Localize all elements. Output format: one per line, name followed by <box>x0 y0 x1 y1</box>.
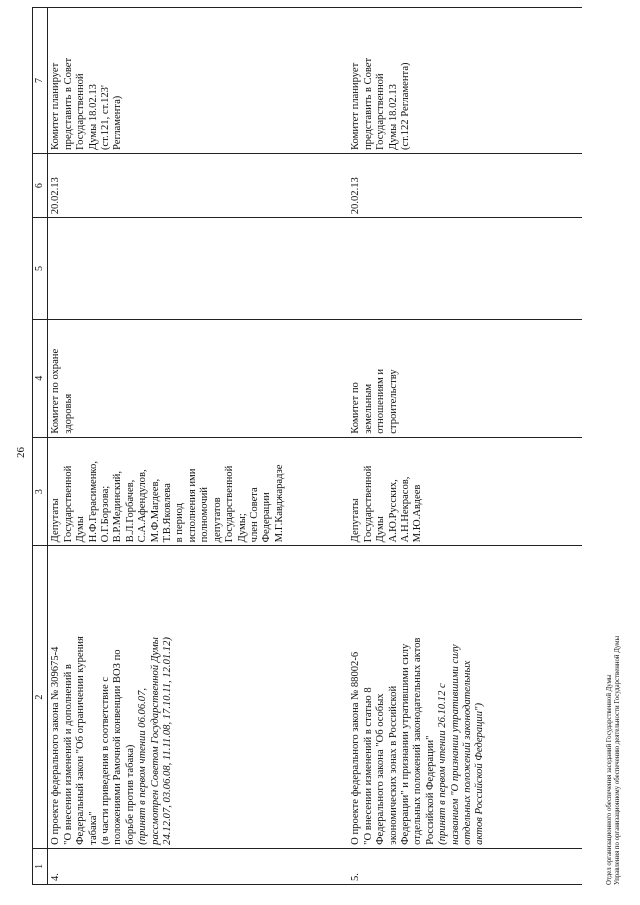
initiator-line: Т.В.Яковлева <box>162 483 174 543</box>
bill-title-line: "О внесении изменений в статью 8 <box>362 687 374 845</box>
initiator-line: А.Н.Некрасов, <box>400 476 412 543</box>
column-number: 2 <box>33 546 48 848</box>
page-footer <box>606 636 622 885</box>
column-number: 4 <box>33 319 48 437</box>
bills-table <box>32 7 582 885</box>
initiator-line: Думы <box>375 516 387 543</box>
column-number: 5 <box>33 218 48 320</box>
bill-title-line: О проекте федерального закона № 88002-6 <box>350 651 362 845</box>
initiator-line: полномочий <box>199 487 211 543</box>
bill-title-line: табака" <box>87 811 99 845</box>
note-cell <box>332 8 582 154</box>
initiator-line: Государственной <box>224 465 236 543</box>
initiator-line: В.Л.Горбачев, <box>124 479 136 543</box>
column-5-cell <box>332 218 582 320</box>
note-line: Комитет планирует <box>50 62 62 151</box>
note-line: Комитет планирует <box>350 62 362 151</box>
initiator-line: депутатов <box>211 497 223 543</box>
committee-line: строительству <box>387 369 399 434</box>
note-line: Государственной <box>375 73 387 151</box>
initiator-line: Думы; <box>236 513 248 543</box>
bill-title-line: О проекте федерального закона № 309675-4 <box>50 646 62 845</box>
committee-line: Комитет по охране <box>50 348 62 434</box>
bill-status-line: названием "О признании утратившими силу <box>449 644 461 845</box>
bill-status-line: (принят в первом чтении 26.10.12 с <box>437 683 449 845</box>
bill-title-line: Федерального закона "Об особых <box>375 693 387 845</box>
table-row <box>332 8 582 885</box>
initiator-line: С.А.Афендулов, <box>137 469 149 543</box>
bill-status-line: отдельных положений законодательных <box>462 660 474 845</box>
note-line: Думы 18.02.13 <box>387 84 399 151</box>
committee-line: отношениям и <box>375 368 387 434</box>
note-line: Регламента) <box>112 95 124 151</box>
column-number: 6 <box>33 154 48 218</box>
bill-title-line: Федеральный закон "Об ограничении курения <box>75 636 87 845</box>
bill-title-line: положениями Рамочной конвенции ВОЗ по <box>112 649 124 845</box>
bill-title-line: борьбе против табака) <box>124 744 136 845</box>
initiator-line: Думы <box>75 516 87 543</box>
initiator-line: А.Ю.Русских, <box>387 479 399 543</box>
bill-title-line: отдельных положений законодательных актов <box>412 637 424 845</box>
initiator-line: В.Р.Мединский, <box>112 471 124 543</box>
initiators-cell <box>48 437 333 546</box>
bill-title-line: экономических зонах в Российской <box>387 685 399 845</box>
initiators-cell <box>332 437 582 546</box>
note-line: представить в Совет <box>62 57 74 151</box>
committee-line: здоровья <box>62 393 74 434</box>
note-line: (ст.121, ст.123' <box>100 85 112 151</box>
initiator-line: О.Г.Борзова; <box>100 485 112 543</box>
note-cell <box>48 8 333 154</box>
bill-title-line: (в части приведения в соответствие с <box>100 676 112 845</box>
initiator-line: Государственной <box>362 465 374 543</box>
bill-status-line: рассмотрен Советом Государственной Думы <box>149 637 161 845</box>
column-number-row <box>33 8 48 885</box>
note-line: Думы 18.02.13 <box>87 84 99 151</box>
bill-status-line: 24.12.07, 03.06.08, 11.11.08, 17.10.11, 12.01.12) <box>162 637 174 845</box>
column-number: 7 <box>33 8 48 154</box>
row-number: 5. <box>332 848 582 884</box>
committee-line: Комитет по <box>350 382 362 434</box>
initiator-line: М.Г.Кавджарадзе <box>273 464 285 543</box>
bill-title-cell <box>48 546 333 848</box>
note-line: представить в Совет <box>362 57 374 151</box>
bill-title-line: Российской Федерации" <box>424 735 436 845</box>
column-number: 3 <box>33 437 48 546</box>
initiator-line: в период <box>174 502 186 543</box>
bill-status-line: актов Российской Федерации") <box>474 703 486 845</box>
initiator-line: Н.Ф.Герасименко, <box>87 461 99 543</box>
initiator-line: Федерации <box>261 492 273 543</box>
initiator-line: Государственной <box>62 465 74 543</box>
initiator-line: исполнения ими <box>186 468 198 543</box>
committee-line: земельным <box>362 383 374 434</box>
page-number: 26 <box>15 447 27 458</box>
table-row <box>48 8 333 885</box>
column-number: 1 <box>33 848 48 884</box>
initiator-line: член Совета <box>248 487 260 543</box>
column-5-cell <box>48 218 333 320</box>
note-line: Государственной <box>75 73 87 151</box>
footer-line: Отдел организационного обеспечения заседаний Государственной Думы <box>606 674 613 885</box>
committee-cell <box>48 319 333 437</box>
date-cell: 20.02.13 <box>48 154 333 218</box>
bill-title-cell <box>332 546 582 848</box>
bill-status-line: (принят в первом чтении 06.06.07, <box>137 687 149 845</box>
footer-line: Управления по организационному обеспечению деятельности Государственной Думы <box>614 635 621 885</box>
initiator-line: Депутаты <box>350 498 362 543</box>
date-cell: 20.02.13 <box>332 154 582 218</box>
initiator-line: М.Ф.Магдеев, <box>149 478 161 543</box>
row-number: 4. <box>48 848 333 884</box>
initiator-line: Депутаты <box>50 498 62 543</box>
bill-title-line: Федерации" и признании утратившими силу <box>400 643 412 845</box>
bill-title-line: "О внесении изменений и дополнений в <box>62 664 74 845</box>
note-line: (ст.122 Регламента) <box>400 62 412 151</box>
initiator-line: М.Ю.Авдеев <box>412 484 424 543</box>
committee-cell <box>332 319 582 437</box>
